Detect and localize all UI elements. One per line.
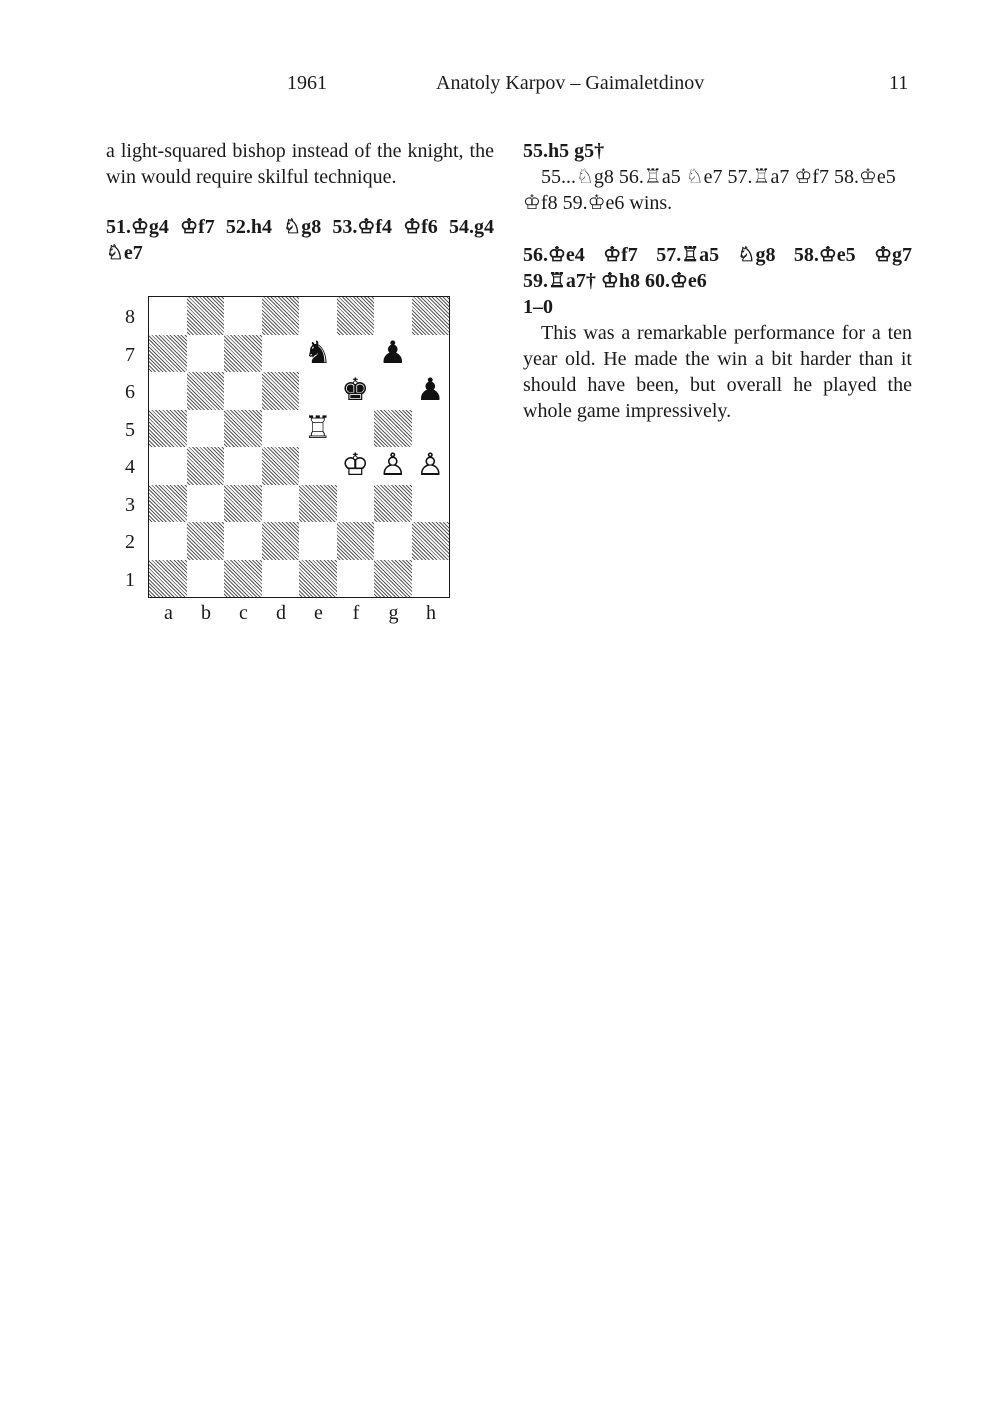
file-label: a [164, 602, 173, 624]
black-pawn-icon: ♟ [412, 372, 450, 410]
board-square [187, 447, 225, 485]
board-square [262, 372, 300, 410]
board-square [224, 297, 262, 335]
left-column [106, 138, 494, 266]
board-square [187, 560, 225, 598]
white-king-icon: ♔ [337, 447, 375, 485]
black-knight-icon: ♞ [299, 335, 337, 373]
board-square [299, 560, 337, 598]
board-square [262, 447, 300, 485]
black-king-icon: ♚ [337, 372, 375, 410]
board-square [224, 410, 262, 448]
board-square [187, 372, 225, 410]
board-square [337, 335, 375, 373]
rank-label: 5 [125, 418, 135, 441]
move-sequence-56-60: 56.♔e4 ♔f7 57.♖a5 ♘g8 58.♔e5 ♔g7 59.♖a7† ♔h8 60.♔e6 [523, 244, 912, 292]
board-square [224, 522, 262, 560]
rank-label: 8 [125, 306, 135, 328]
rank-label: 3 [125, 493, 135, 516]
board-square [412, 560, 450, 598]
board-square [412, 522, 450, 560]
board-square [149, 560, 187, 598]
board-square [374, 372, 412, 410]
board-square [337, 522, 375, 560]
board-square [262, 560, 300, 598]
board-square [224, 560, 262, 598]
file-label: e [314, 602, 323, 624]
board-square [224, 485, 262, 523]
board-square [412, 335, 450, 373]
board-square [412, 485, 450, 523]
board-square [224, 372, 262, 410]
board-square [374, 485, 412, 523]
file-label: f [352, 602, 360, 624]
white-pawn-icon: ♙ [374, 447, 412, 485]
board-square [337, 410, 375, 448]
file-label: c [239, 602, 248, 624]
rank-label: 2 [125, 531, 135, 553]
move-55: 55.h5 g5† [523, 140, 605, 162]
board-square [299, 372, 337, 410]
board-square [299, 297, 337, 335]
rank-label: 7 [125, 343, 135, 366]
rank-label: 1 [125, 568, 135, 591]
board-square [224, 447, 262, 485]
board-square [262, 485, 300, 523]
white-pawn-icon: ♙ [412, 447, 450, 485]
board-square [149, 522, 187, 560]
board-square [187, 410, 225, 448]
board-square [337, 485, 375, 523]
board-square [187, 297, 225, 335]
file-label: b [201, 602, 211, 624]
board-square [374, 560, 412, 598]
game-result: 1–0 [523, 296, 553, 318]
running-header-year: 1961 [287, 72, 327, 94]
board-square [149, 447, 187, 485]
board-square [187, 522, 225, 560]
intro-paragraph: a light-squared bishop instead of the knight, the win would require skilful technique. [106, 140, 494, 188]
variation-line: 55...♘g8 56.♖a5 ♘e7 57.♖a7 ♔f7 58.♔e5 ♔f8 59.♔e6 wins. [523, 166, 896, 214]
board-square [262, 522, 300, 560]
board-square [374, 297, 412, 335]
board-square [224, 335, 262, 373]
board-square [412, 297, 450, 335]
rank-label: 4 [125, 456, 135, 478]
chess-board [148, 296, 450, 598]
board-square [262, 335, 300, 373]
file-label: h [426, 602, 436, 624]
running-header-title: Anatoly Karpov – Gaimaletdinov [436, 72, 705, 94]
board-square [149, 297, 187, 335]
board-square [149, 485, 187, 523]
right-column [523, 138, 912, 424]
board-square [149, 335, 187, 373]
black-pawn-icon: ♟ [374, 335, 412, 373]
board-square [149, 372, 187, 410]
board-square [299, 447, 337, 485]
board-square [412, 410, 450, 448]
board-square [187, 335, 225, 373]
move-sequence-51-54: 51.♔g4 ♔f7 52.h4 ♘g8 53.♔f4 ♔f6 54.g4 ♘e7 [106, 216, 494, 264]
board-square [299, 485, 337, 523]
white-rook-icon: ♖ [299, 410, 337, 448]
board-square [262, 410, 300, 448]
board-square [187, 485, 225, 523]
board-square [337, 560, 375, 598]
board-square [149, 410, 187, 448]
file-label: d [276, 602, 286, 624]
board-square [299, 522, 337, 560]
file-label: g [388, 602, 399, 624]
chess-diagram [106, 296, 466, 636]
board-square [374, 410, 412, 448]
rank-label: 6 [125, 381, 135, 403]
page-number: 11 [889, 72, 909, 94]
board-square [337, 297, 375, 335]
board-square [262, 297, 300, 335]
concluding-paragraph: This was a remarkable performance for a ten year old. He made the win a bit harder than it should have been, but overall he played the whole game impressively. [523, 322, 912, 422]
board-square [374, 522, 412, 560]
